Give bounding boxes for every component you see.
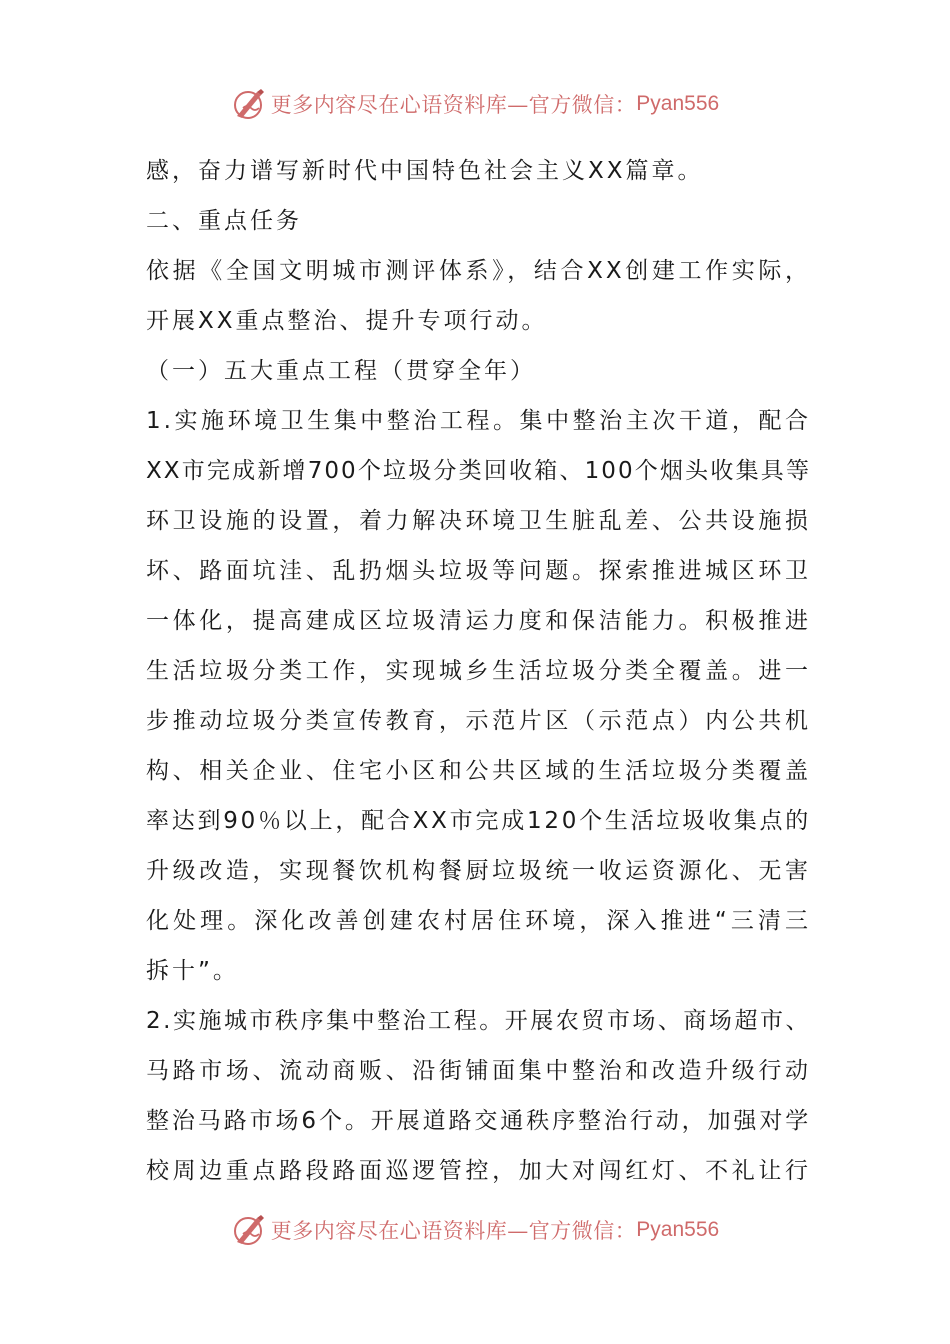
- text-line: 拆十”。: [146, 958, 239, 984]
- text-line: 坏、路面坑洼、乱扔烟头垃圾等问题。探索推进城区环卫: [146, 558, 811, 584]
- text-line: 马路市场、流动商贩、沿街铺面集中整治和改造升级行动: [146, 1058, 811, 1084]
- text-line: 一体化，提高建成区垃圾清运力度和保洁能力。积极推进: [146, 608, 811, 634]
- text-line: 校周边重点路段路面巡逻管控，加大对闯红灯、不礼让行: [146, 1158, 811, 1184]
- text-line: 生活垃圾分类工作，实现城乡生活垃圾分类全覆盖。进一: [146, 658, 811, 684]
- pen-circle-logo-icon: [231, 86, 267, 122]
- text-line: 步推动垃圾分类宣传教育，示范片区（示范点）内公共机: [146, 708, 811, 734]
- text-line: 环卫设施的设置，着力解决环境卫生脏乱差、公共设施损: [146, 508, 811, 534]
- text-line: （一）五大重点工程（贯穿全年）: [146, 358, 536, 384]
- text-line: 二、重点任务: [146, 208, 302, 234]
- text-line: 构、相关企业、住宅小区和公共区域的生活垃圾分类覆盖: [146, 758, 811, 784]
- text-line: 依据《全国文明城市测评体系》，结合XX创建工作实际，: [146, 258, 811, 284]
- text-line: 率达到90％以上，配合XX市完成120个生活垃圾收集点的: [146, 808, 811, 834]
- pen-circle-logo-icon: [231, 1212, 267, 1248]
- text-line: 感，奋力谱写新时代中国特色社会主义XX篇章。: [146, 158, 704, 184]
- footer-wechat-id: Pyan556: [636, 1218, 720, 1241]
- footer-banner-text: 更多内容尽在心语资料库—官方微信：: [270, 1219, 637, 1243]
- header-banner-text: 更多内容尽在心语资料库—官方微信：: [270, 93, 637, 117]
- text-line: 开展XX重点整治、提升专项行动。: [146, 308, 548, 334]
- document-body: [146, 146, 811, 1196]
- text-line: 1.实施环境卫生集中整治工程。集中整治主次干道，配合: [146, 408, 811, 434]
- text-line: XX市完成新增700个垃圾分类回收箱、100个烟头收集具等: [146, 458, 811, 484]
- header-wechat-id: Pyan556: [636, 92, 720, 115]
- text-line: 整治马路市场6个。开展道路交通秩序整治行动，加强对学: [146, 1108, 811, 1134]
- text-line: 升级改造，实现餐饮机构餐厨垃圾统一收运资源化、无害: [146, 858, 811, 884]
- text-line: 2.实施城市秩序集中整治工程。开展农贸市场、商场超市、: [146, 1008, 811, 1034]
- text-line: 化处理。深化改善创建农村居住环境，深入推进“三清三: [146, 908, 811, 934]
- header-banner: [0, 82, 950, 126]
- footer-banner: [0, 1208, 950, 1252]
